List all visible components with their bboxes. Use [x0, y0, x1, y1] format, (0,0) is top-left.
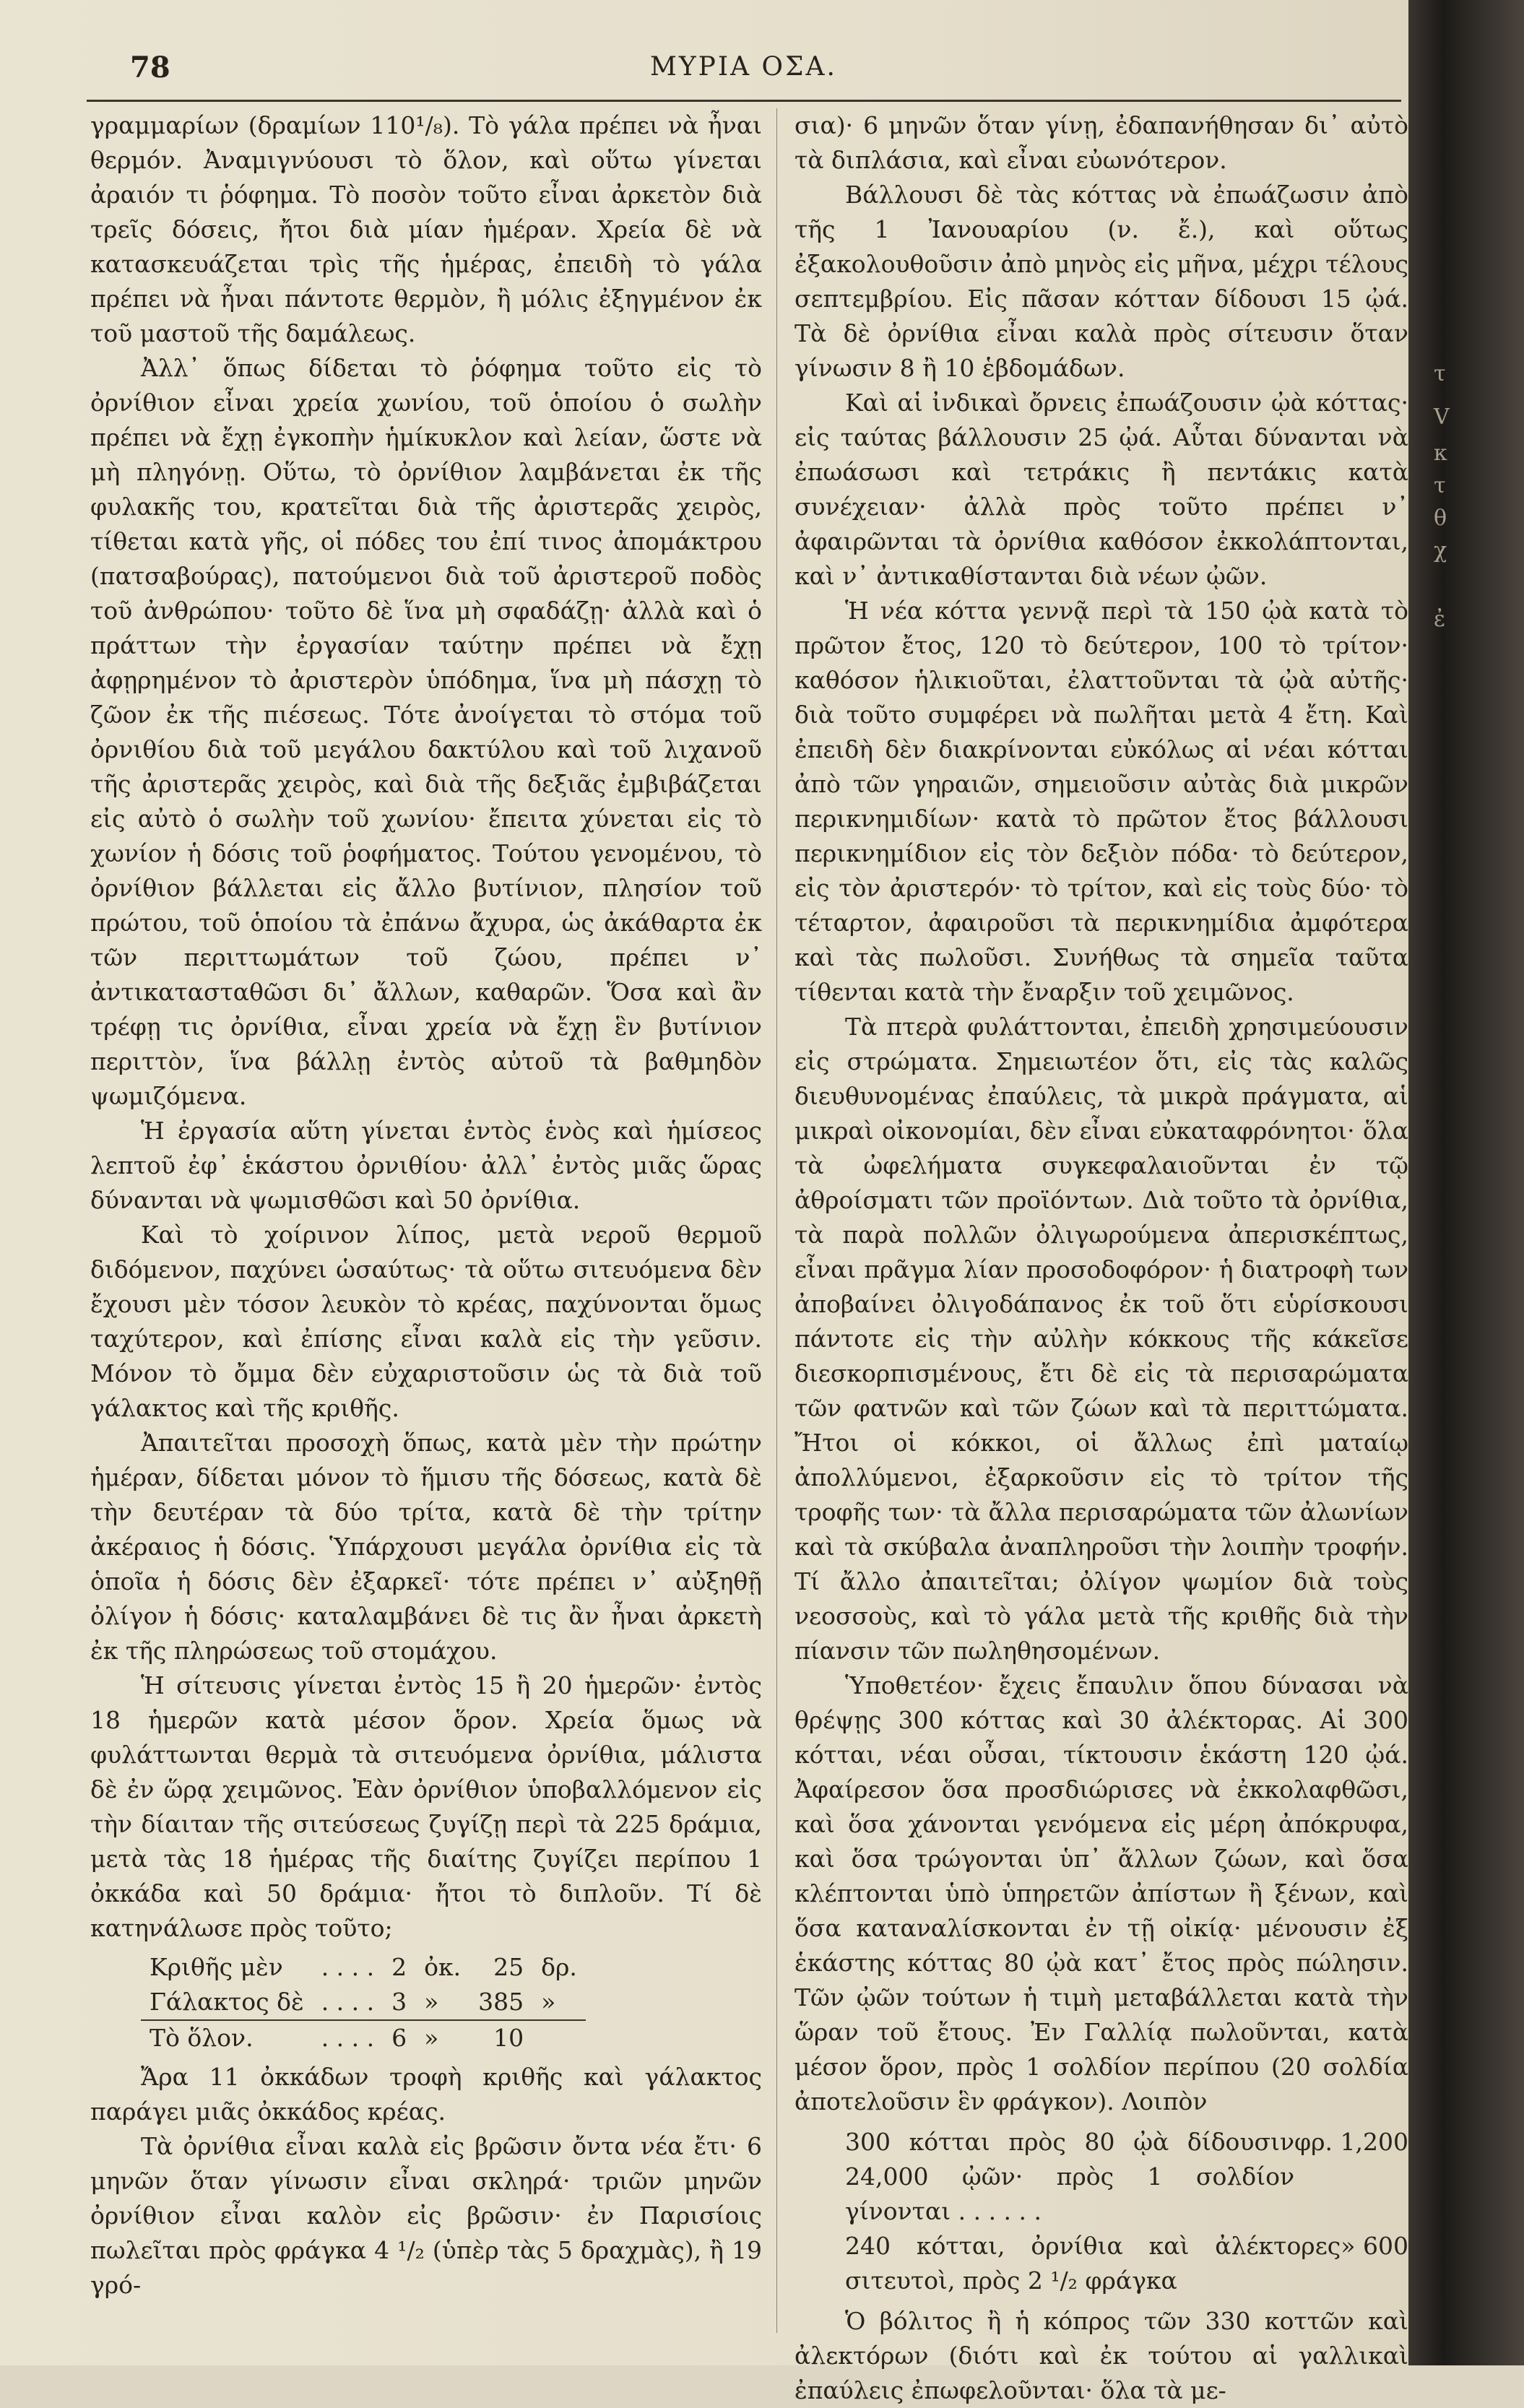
paragraph: γραμμαρίων (δραμίων 110¹/₈). Τὸ γάλα πρέπει νὰ ἦναι θερμόν. Ἀναμιγνύουσι τὸ ὅλον, καὶ οὕτω γίνεται ἀραιόν τι ῥόφημα. Τὸ ποσὸν τοῦτο εἶναι ἀρκετὸν διὰ τρεῖς δόσεις, ἤτοι διὰ μίαν ἡμέραν. Χρεία δὲ νὰ κατασκευάζεται τρὶς τῆς ἡμέρας, ἐπειδὴ τὸ γάλα πρέπει νὰ ἦναι πάντοτε θερμὸν, ἢ μόλις ἐξηγμένον ἐκ τοῦ μαστοῦ τῆς δαμάλεως.	[90, 111, 762, 347]
account-unit: φρ.	[1294, 2128, 1333, 2156]
paragraph: Τὰ πτερὰ φυλάττονται, ἐπειδὴ χρησιμεύουσιν εἰς στρώματα. Σημειωτέον ὅτι, εἰς τὰς καλῶς διευθυνομένας ἐπαύλεις, τὰ μικρὰ πράγματα, αἱ μικραὶ οἰκονομίαι, δὲν εἶναι εὐκαταφρόνητοι· ὅλα τὰ ὠφελήματα συγκεφαλαιοῦνται ἐν τῷ ἀθροίσματι τῶν προϊόντων. Διὰ τοῦτο τὰ ὀρνίθια, τὰ παρὰ πολλῶν ὀλιγωρούμενα ἀπερισκέπτως, εἶναι πρᾶγμα λίαν προσοδοφόρον· ἡ διατροφὴ των ἀποβαίνει ὀλιγοδάπανος ἐκ τοῦ ὅτι εὑρίσκουσι πάντοτε εἰς τὴν αὐλὴν κόκκους τῆς κάκεῖσε διεσκορπισμένους, ἔτι δὲ εἰς τὰ περισαρώματα τῶν φατνῶν καὶ τῶν ζώων καὶ τὰ περιττώματα. Ἤτοι οἱ κόκκοι, οἱ ἄλλως ἐπὶ ματαίῳ ἀπολλύμενοι, ἐξαρκοῦσιν εἰς τὸ τρίτον τῆς τροφῆς των· τὰ ἄλλα περισαρώματα τῶν ἀλωνίων καὶ τὰ σκύβαλα ἀναπληροῦσι τὴν λοιπὴν τροφήν. Τί ἄλλο ἀπαιτεῖται; ὀλίγον ψωμίον διὰ τοὺς νεοσσοὺς, καὶ τὸ γάλα μετὰ τῆς κριθῆς διὰ τὴν πίανσιν τῶν πωληθησομένων.	[795, 1013, 1408, 1665]
account-value: 1,200	[1340, 2128, 1408, 2156]
paragraph: Καὶ τὸ χοίρινον λίπος, μετὰ νεροῦ θερμοῦ διδόμενον, παχύνει ὡσαύτως· τὰ οὕτω σιτευόμενα δὲν ἔχουσι μὲν τόσον λευκὸν τὸ κρέας, παχύνονται ὅμως ταχύτερον, καὶ ἐπίσης εἶναι καλὰ εἰς τὴν γεῦσιν. Μόνον τὸ ὄμμα δὲν εὐχαριστοῦσιν ὡς τὰ διὰ τοῦ γάλακτος καὶ τῆς κριθῆς.	[90, 1221, 762, 1422]
table-row	[141, 1950, 586, 1985]
column-divider	[776, 108, 777, 2333]
paragraph: Ἡ ἐργασία αὕτη γίνεται ἐντὸς ἑνὸς καὶ ἡμίσεος λεπτοῦ ἐφ᾽ ἑκάστου ὀρνιθίου· ἀλλ᾽ ἐντὸς μιᾶς ὥρας δύνανται νὰ ψωμισθῶσι καὶ 50 ὀρνίθια.	[90, 1117, 762, 1214]
margin-fragment: V	[1434, 404, 1450, 430]
margin-fragment: ἐ	[1434, 607, 1446, 632]
paragraph: Ἡ σίτευσις γίνεται ἐντὸς 15 ἢ 20 ἡμερῶν· ἐντὸς 18 ἡμερῶν κατὰ μέσον ὅρον. Χρεία ὅμως νὰ φυλάττωνται θερμὰ τὰ σιτευόμενα ὀρνίθια, μάλιστα δὲ ἐν ὥρᾳ χειμῶνος. Ἐὰν ὀρνίθιον ὑποβαλλόμενον εἰς τὴν δίαιταν τῆς σιτεύσεως ζυγίζῃ περὶ τὰ 225 δράμια, μετὰ τὰς 18 ἡμέρας τῆς διαίτης ζυγίζει περίπου 1 ὀκκάδα καὶ 50 δράμια· ἤτοι τὸ διπλοῦν. Τί δὲ κατηνάλωσε πρὸς τοῦτο;	[90, 1671, 762, 1942]
page-number: 78	[130, 51, 170, 85]
ledger-unit: δρ.	[541, 1953, 577, 1981]
book-gutter	[1408, 0, 1524, 2365]
paragraph: Ὁ βόλιτος ἢ ἡ κόπρος τῶν 330 κοττῶν καὶ ἀλεκτόρων (διότι καὶ ἐκ τούτου αἱ γαλλικαὶ ἐπαύλεις ἐπωφελοῦνται· ὅλα τὰ με-	[795, 2307, 1408, 2404]
account-unit: »	[1341, 2232, 1356, 2260]
margin-fragment: κ	[1434, 441, 1447, 466]
account-row	[845, 2125, 1408, 2229]
margin-fragment: τ	[1434, 473, 1446, 498]
revenue-account	[845, 2125, 1408, 2298]
paragraph: Ἄρα 11 ὀκκάδων τροφὴ κριθῆς καὶ γάλακτος παράγει μιᾶς ὀκκάδος κρέας.	[90, 2063, 762, 2126]
paragraph: Ἀλλ᾽ ὅπως δίδεται τὸ ῥόφημα τοῦτο εἰς τὸ ὀρνίθιον εἶναι χρεία χωνίου, τοῦ ὁποίου ὁ σωλὴν πρέπει νὰ ἔχῃ ἐγκοπὴν ἡμίκυκλον καὶ λείαν, ὥστε νὰ μὴ πληγόνῃ. Οὕτω, τὸ ὀρνίθιον λαμβάνεται ἐκ τῆς φυλακῆς του, κρατεῖται διὰ τῆς ἀριστερᾶς χειρὸς, τίθεται κατὰ γῆς, οἱ πόδες του ἐπί τινος ἀπομάκτρου (πατσαβούρας), πατούμενοι διὰ τοῦ ἀριστεροῦ ποδὸς τοῦ ἀνθρώπου· τοῦτο δὲ ἵνα μὴ σφαδάζῃ· ἀλλὰ καὶ ὁ πράττων τὴν ἐργασίαν ταύτην πρέπει νὰ ἔχῃ ἀφῃρημένον τὸ ἀριστερὸν ὑπόδημα, ἵνα μὴ πάσχῃ τὸ ζῶον ἐκ τῆς πιέσεως. Τότε ἀνοίγεται τὸ στόμα τοῦ ὀρνιθίου διὰ τοῦ μεγάλου δακτύλου καὶ τοῦ λιχανοῦ τῆς ἀριστερᾶς χειρὸς, καὶ διὰ τῆς δεξιᾶς ἐμβιβάζεται εἰς αὐτὸ ὁ σωλὴν τοῦ χωνίου· ἔπειτα χύνεται εἰς τὸ χωνίον ἡ δόσις τοῦ ῥοφήματος. Τούτου γενομένου, τὸ ὀρνίθιον βάλλεται εἰς ἄλλο βυτίνιον, πλησίον τοῦ πρώτου, τοῦ ὁποίου τὰ ἐπάνω ἄχυρα, ὡς ἀκάθαρτα ἐκ τῶν περιττωμάτων τοῦ ζώου, πρέπει ν᾽ ἀντικατασταθῶσι δι᾽ ἄλλων, καθαρῶν. Ὅσα καὶ ἂν τρέφῃ τις ὀρνίθια, εἶναι χρεία νὰ ἔχῃ ἓν βυτίνιον περιττὸν, ἵνα βάλλῃ ἐντὸς αὐτοῦ τὰ βαθμηδὸν ψωμιζόμενα.	[90, 354, 762, 1110]
account-text: 240 κότται, ὀρνίθια καὶ ἀλέκτορες σιτευτοὶ, πρὸς 2 ¹/₂ φράγκα	[845, 2232, 1341, 2295]
ledger-dots: . . . .	[313, 2020, 383, 2056]
ledger-unit: »	[424, 1988, 439, 2016]
paragraph: Ὑποθετέον· ἔχεις ἔπαυλιν ὅπου δύνασαι νὰ θρέψῃς 300 κόττας καὶ 30 ἀλέκτορας. Αἱ 300 κότται, νέαι οὖσαι, τίκτουσιν ἑκάστη 120 ᾠά. Ἀφαίρεσον ὅσα προσδιώρισες νὰ ἐκκολαφθῶσι, καὶ ὅσα χάνονται γενόμενα εἰς μέρη ἀπόκρυφα, καὶ ὅσα τρώγονται ὑπ᾽ ἄλλων ζώων, καὶ ὅσα κλέπτονται ὑπὸ ὑπηρετῶν ἀπίστων ἢ ξένων, καὶ ὅσα καταναλίσκονται ἐν τῇ οἰκίᾳ· μένουσιν ἐξ ἑκάστης κόττας 80 ᾠὰ κατ᾽ ἔτος πρὸς πώλησιν. Τῶν ᾠῶν τούτων ἡ τιμὴ μεταβάλλεται κατὰ τὴν ὥραν τοῦ ἔτους. Ἐν Γαλλίᾳ πωλοῦνται, κατὰ μέσον ὅρον, πρὸς 1 σολδίον περίπου (20 σολδία ἀποτελοῦσιν ἓν φράγκον). Λοιπὸν	[795, 1671, 1408, 2115]
account-amount	[1294, 2125, 1408, 2229]
account-value: 600	[1363, 2232, 1408, 2260]
margin-fragment: θ	[1434, 506, 1447, 531]
paragraph: σια)· 6 μηνῶν ὅταν γίνῃ, ἐδαπανήθησαν δι᾽ αὐτὸ τὰ διπλάσια, καὶ εἶναι εὐωνότερον.	[795, 111, 1408, 174]
paragraph: Ἡ νέα κόττα γεννᾷ περὶ τὰ 150 ᾠὰ κατὰ τὸ πρῶτον ἔτος, 120 τὸ δεύτερον, 100 τὸ τρίτον· καθόσον ἡλικιοῦται, ἐλαττοῦνται τὰ ᾠὰ αὐτῆς· διὰ τοῦτο συμφέρει νὰ πωλῆται μετὰ 4 ἔτη. Καὶ ἐπειδὴ δὲν διακρίνονται εὐκόλως αἱ νέαι κότται ἀπὸ τῶν γηραιῶν, σημειοῦσιν αὐτὰς διὰ μικρῶν περικνημιδίων· κατὰ τὸ πρῶτον ἔτος βάλλουσι περικνημίδιον εἰς τὸν δεξιὸν πόδα· τὸ δεύτερον, εἰς τὸν ἀριστερόν· τὸ τρίτον, καὶ εἰς τοὺς δύο· τὸ τέταρτον, ἀφαιροῦσι τὰ περικνημίδια ἀμφότερα καὶ τὰς πωλοῦσι. Συνήθως τὰ σημεῖα ταῦτα τίθενται κατὰ τὴν ἔναρξιν τοῦ χειμῶνος.	[795, 597, 1408, 1006]
ledger-unit: »	[541, 1988, 556, 2016]
paragraph: Ἀπαιτεῖται προσοχὴ ὅπως, κατὰ μὲν τὴν πρώτην ἡμέραν, δίδεται μόνον τὸ ἥμισυ τῆς δόσεως, κατὰ δὲ τὴν δευτέραν τὰ δύο τρίτα, κατὰ δὲ τὴν τρίτην ἀκέραιος ἡ δόσις. Ὑπάρχουσι μεγάλα ὀρνίθια εἰς τὰ ὁποῖα ἡ δόσις δὲν ἐξαρκεῖ· τότε πρέπει ν᾽ αὐξηθῇ ὀλίγον ἡ δόσις· καταλαμβάνει δὲ τις ἂν ἦναι ἀρκετὴ ἐκ τῆς πληρώσεως τοῦ στομάχου.	[90, 1429, 762, 1665]
ledger-unit	[532, 2020, 586, 2056]
account-text: 300 κότται πρὸς 80 ᾠὰ δίδουσιν 24,000 ᾠῶν· πρὸς 1 σολδίον γίνονται . . . . . .	[845, 2128, 1295, 2225]
margin-fragment: χ	[1434, 538, 1447, 563]
ledger-dramia: 25	[493, 1953, 524, 1981]
ledger-label: Γάλακτος δὲ	[150, 1988, 304, 2016]
ledger-dramia: 385	[478, 1988, 524, 2016]
ledger-dots: . . . .	[321, 1988, 375, 2016]
paragraph: Καὶ αἱ ἰνδικαὶ ὄρνεις ἐπωάζουσιν ᾠὰ κόττας· εἰς ταύτας βάλλουσιν 25 ᾠά. Αὗται δύνανται νὰ ἐπωάσωσι καὶ τετράκις ἢ πεντάκις κατὰ συνέχειαν· ἀλλὰ πρὸς τοῦτο πρέπει ν᾽ ἀφαιρῶνται τὰ ὀρνίθια καθόσον ἐκκολάπτονται, καὶ ν᾽ ἀντικαθίστανται διὰ νέων ᾠῶν.	[795, 389, 1408, 590]
running-title: ΜΥΡΙΑ ΟΣΑ.	[650, 52, 837, 82]
right-column	[795, 108, 1408, 2408]
paragraph: Βάλλουσι δὲ τὰς κόττας νὰ ἐπωάζωσιν ἀπὸ τῆς 1 Ἰανουαρίου (ν. ἔ.), καὶ οὕτως ἐξακολουθοῦσιν ἀπὸ μηνὸς εἰς μῆνα, μέχρι τέλους σεπτεμβρίου. Εἰς πᾶσαν κότταν δίδουσι 15 ᾠά. Τὰ δὲ ὀρνίθια εἶναι καλὰ πρὸς σίτευσιν ὅταν γίνωσιν 8 ἢ 10 ἑβδομάδων.	[795, 181, 1408, 382]
account-row	[845, 2229, 1408, 2298]
consumption-table	[141, 1950, 586, 2056]
margin-fragment: τ	[1434, 361, 1446, 386]
ledger-okades: 6	[383, 2020, 415, 2056]
paragraph: Τὰ ὀρνίθια εἶναι καλὰ εἰς βρῶσιν ὄντα νέα ἔτι· 6 μηνῶν ὅταν γίνωσιν εἶναι σκληρά· τριῶν μηνῶν ὀρνίθιον εἶναι καλὸν εἰς βρῶσιν· ἐν Παρισίοις πωλεῖται πρὸς φράγκα 4 ¹/₂ (ὑπὲρ τὰς 5 δραχμὰς), ἢ 19 γρό-	[90, 2132, 762, 2299]
ledger-unit: ὀκ.	[424, 1953, 462, 1981]
header-rule	[87, 100, 1401, 102]
ledger-okades: 2	[391, 1953, 407, 1981]
table-row	[141, 1985, 586, 2020]
ledger-dots: . . . .	[321, 1953, 375, 1981]
table-row	[141, 2020, 586, 2056]
ledger-label: Κριθῆς μὲν	[150, 1953, 283, 1981]
ledger-okades: 3	[391, 1988, 407, 2016]
left-column	[90, 108, 762, 2303]
ledger-label: Τὸ ὅλον.	[141, 2020, 313, 2056]
account-amount	[1341, 2229, 1408, 2298]
ledger-unit: »	[415, 2020, 469, 2056]
ledger-dramia: 10	[469, 2020, 532, 2056]
